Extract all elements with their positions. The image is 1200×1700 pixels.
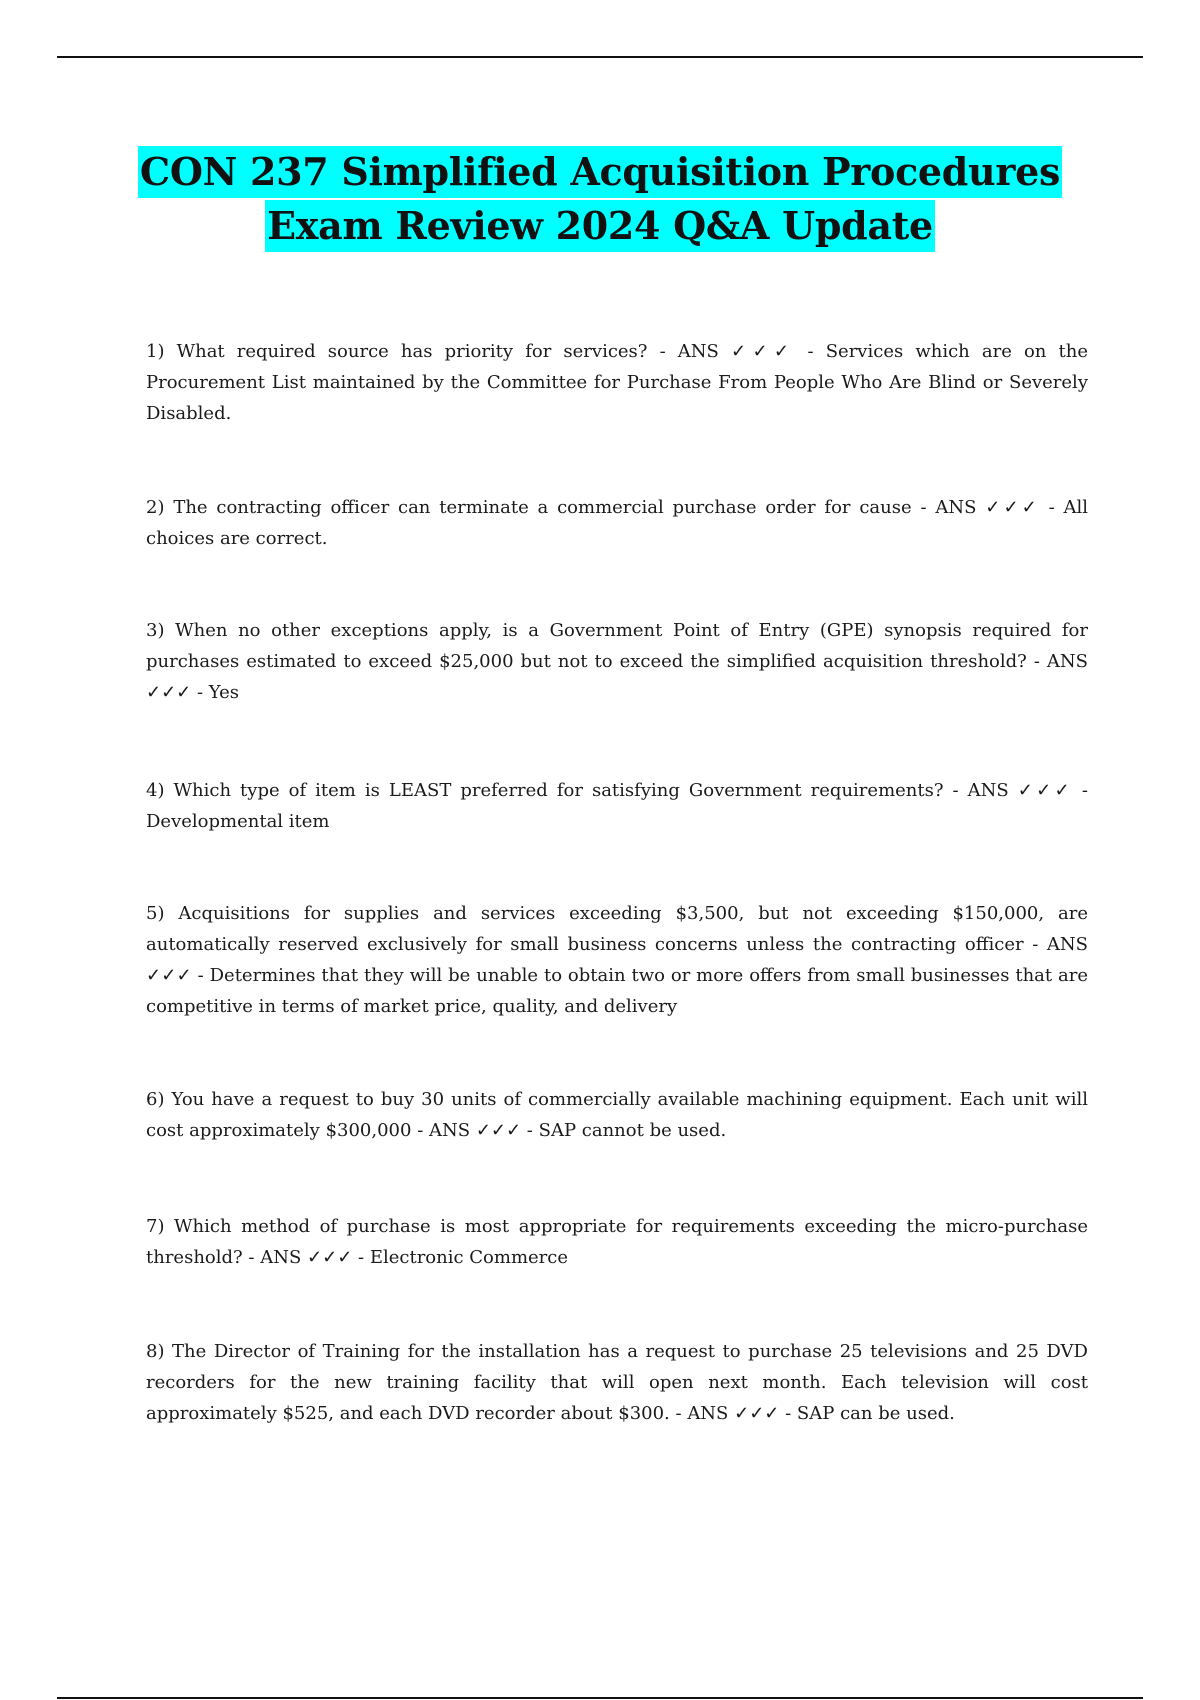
separator: -	[191, 965, 210, 986]
title-line-2: Exam Review 2024 Q&A Update	[265, 200, 935, 252]
separator: -	[521, 1120, 539, 1141]
question-text: You have a request to buy 30 units of commercially available machining equipment. Each unit will cost approximately $300,000	[146, 1089, 1088, 1141]
check-marks: ✓✓✓	[985, 497, 1040, 518]
bottom-rule	[57, 1697, 1143, 1699]
qa-item-4	[146, 775, 1088, 837]
separator: -	[669, 1403, 688, 1424]
question-text: When no other exceptions apply, is a Government Point of Entry (GPE) synopsis required for purchases estimated to exceed $25,000 but not to exceed the simplified acquisition threshold?	[146, 620, 1088, 672]
check-marks: ✓✓✓	[734, 1403, 780, 1424]
answer-marker: ANS	[687, 1403, 729, 1424]
document-title	[0, 146, 1200, 252]
qa-item-7	[146, 1211, 1088, 1273]
item-number: 5)	[146, 903, 165, 924]
item-number: 2)	[146, 497, 165, 518]
check-marks: ✓✓✓	[730, 341, 796, 362]
separator: -	[242, 1247, 261, 1268]
answer-text: Electronic Commerce	[369, 1247, 569, 1268]
answer-marker: ANS	[935, 497, 977, 518]
separator: -	[1026, 651, 1047, 672]
answer-text: Determines that they will be unable to obtain two or more offers from small businesses that are competitive in terms of market price, quality, and delivery	[146, 965, 1088, 1017]
answer-text: SAP can be used.	[796, 1403, 955, 1424]
answer-text: Developmental item	[146, 811, 330, 832]
item-number: 6)	[146, 1089, 165, 1110]
answer-text: Yes	[208, 682, 239, 703]
qa-item-8	[146, 1336, 1088, 1429]
separator: -	[911, 497, 936, 518]
question-text: The contracting officer can terminate a commercial purchase order for cause	[173, 497, 912, 518]
question-text: The Director of Training for the installation has a request to purchase 25 televisions and 25 DVD recorders for the new training facility that will open next month. Each television will cost approximately $525, and each DVD recorder about $300.	[146, 1341, 1088, 1424]
question-text: Acquisitions for supplies and services exceeding $3,500, but not exceeding $150,000, are automatically reserved exclusively for small business concerns unless the contracting officer	[146, 903, 1088, 955]
separator: -	[352, 1247, 370, 1268]
item-number: 7)	[146, 1216, 165, 1237]
question-text: What required source has priority for services?	[176, 341, 648, 362]
separator: -	[1039, 497, 1064, 518]
separator: -	[943, 780, 968, 801]
separator: -	[647, 341, 678, 362]
qa-item-5	[146, 898, 1088, 1022]
question-text: Which type of item is LEAST preferred for satisfying Government requirements?	[173, 780, 944, 801]
answer-text: Services which are on the Procurement List maintained by the Committee for Purchase From People Who Are Blind or Severely Disabled.	[146, 341, 1088, 424]
separator: -	[1072, 780, 1089, 801]
answer-text: SAP cannot be used.	[538, 1120, 727, 1141]
qa-item-2	[146, 492, 1088, 554]
answer-marker: ANS	[260, 1247, 302, 1268]
answer-marker: ANS	[1046, 651, 1088, 672]
item-number: 1)	[146, 341, 165, 362]
qa-item-6	[146, 1084, 1088, 1146]
check-marks: ✓✓✓	[146, 682, 192, 703]
top-rule	[57, 56, 1143, 58]
check-marks: ✓✓✓	[475, 1120, 522, 1141]
qa-item-3	[146, 615, 1088, 708]
separator: -	[1023, 934, 1047, 955]
separator: -	[191, 682, 209, 703]
separator: -	[411, 1120, 429, 1141]
answer-marker: ANS	[967, 780, 1009, 801]
question-text: Which method of purchase is most appropriate for requirements exceeding the micro-purchase threshold?	[146, 1216, 1088, 1268]
qa-item-1	[146, 336, 1088, 429]
answer-marker: ANS	[1046, 934, 1088, 955]
answer-marker: ANS	[677, 341, 719, 362]
check-marks: ✓✓✓	[1017, 780, 1073, 801]
item-number: 4)	[146, 780, 165, 801]
item-number: 8)	[146, 1341, 165, 1362]
answer-text: All choices are correct.	[146, 497, 1089, 549]
check-marks: ✓✓✓	[307, 1247, 353, 1268]
separator: -	[795, 341, 826, 362]
check-marks: ✓✓✓	[146, 965, 192, 986]
item-number: 3)	[146, 620, 165, 641]
separator: -	[779, 1403, 797, 1424]
answer-marker: ANS	[429, 1120, 471, 1141]
title-line-1: CON 237 Simplified Acquisition Procedures	[138, 146, 1062, 198]
